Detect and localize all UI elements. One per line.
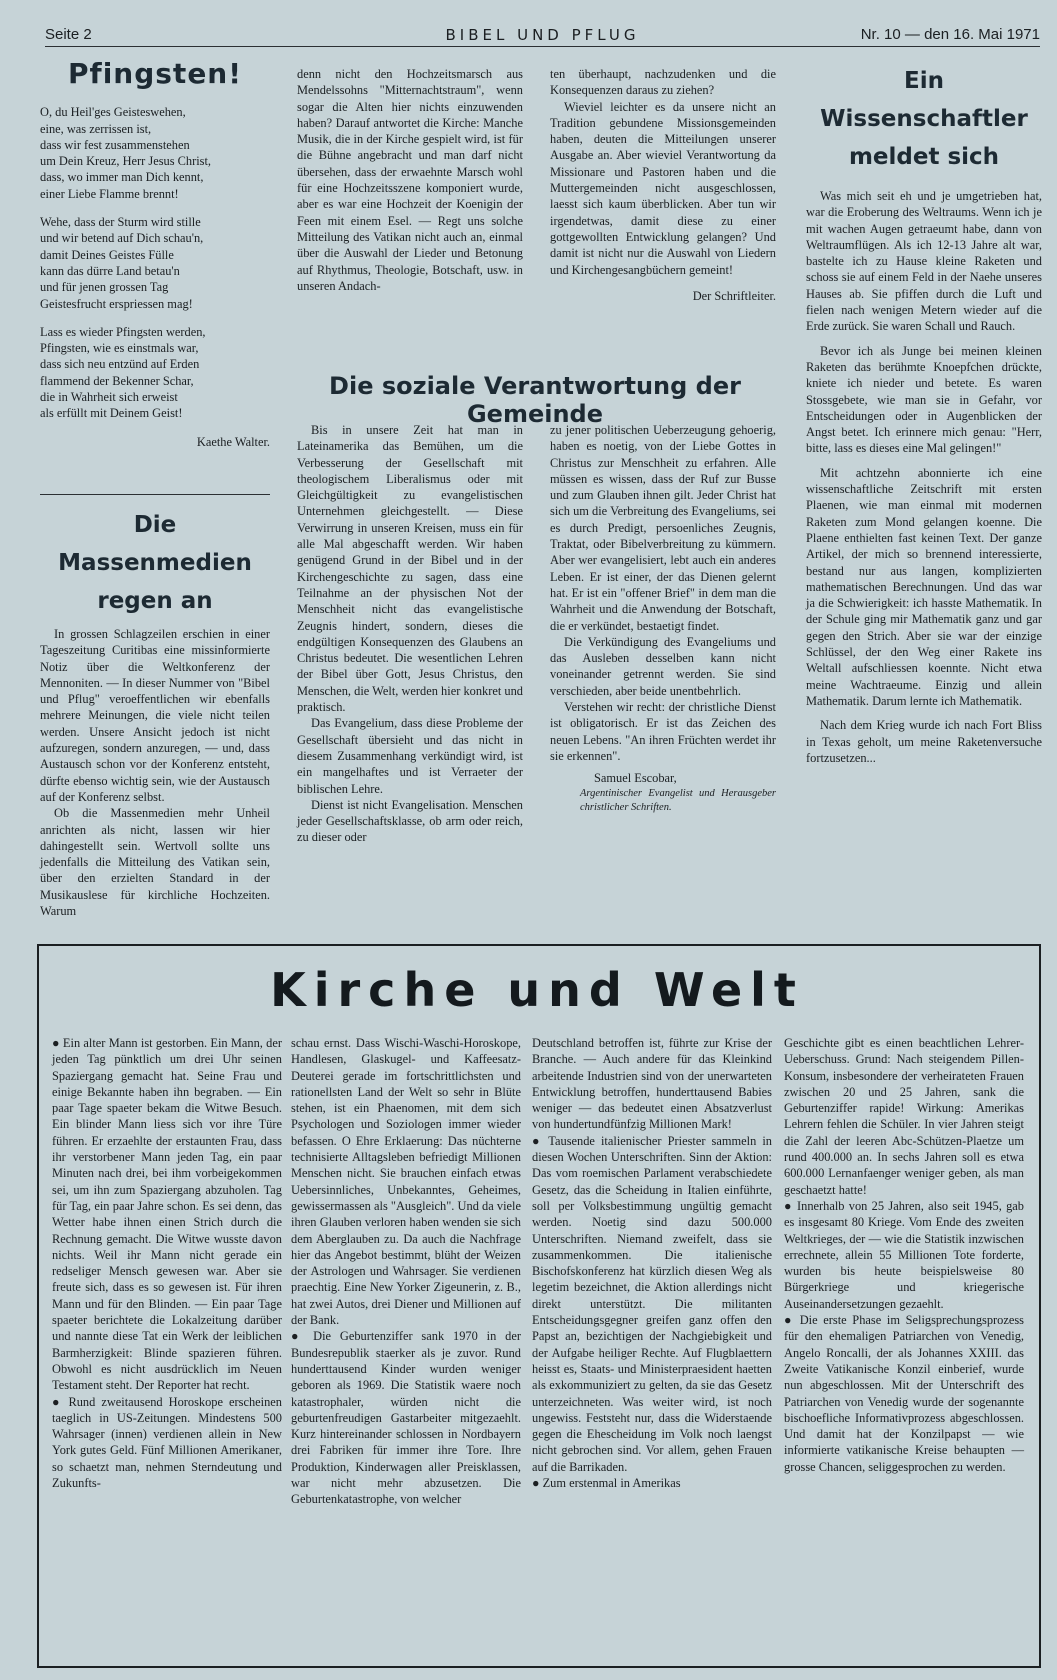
poem-line: um Dein Kreuz, Herr Jesus Christ,: [40, 154, 212, 169]
wissenschaftler-paragraph: Was mich seit eh und je umgetrieben hat, war die Eroberung des Weltraums. Wenn ich je mit wachen Augen getraeumt habe, dann von Weltraumflügen. Als ich 12-13 Jahre alt war, bastelte ich zu Hause kleine Raketen und schoss sie auf einem Feld in der Naehe unseres Hauses ab. Sie pfiffen durch die Luft und fielen nach wenigen Metern wieder auf die Erde zurück. Sie waren Schall und Rauch.: [806, 189, 1042, 334]
wissenschaftler-title-line2: meldet sich: [848, 144, 1000, 170]
issue-date: Nr. 10 — den 16. Mai 1971: [860, 26, 1040, 43]
wissenschaftler-title-line1: Ein Wissenschaftler: [820, 68, 1028, 132]
poem-line: Lass es wieder Pfingsten werden,: [40, 324, 206, 339]
soziale-paragraph: Die Verkündigung des Evangeliums und das Ausleben desselben kann nicht voneinander getrennt werden. Sie sind verschieden, aber beide unentbehrlich.: [550, 634, 776, 698]
pfingsten-poem: [40, 104, 270, 421]
soziale-title: Die soziale Verantwortung der Gemeinde: [329, 372, 741, 428]
soziale-paragraph: Dienst ist nicht Evangelisation. Menschen jeder Gesellschaftsklasse, ob arm oder reich, zu dieser oder: [297, 797, 523, 845]
kirche-column-4: [784, 1035, 1024, 1475]
massenmedien-title-line2: regen an: [97, 588, 213, 614]
pfingsten-title: Pfingsten!: [67, 57, 243, 90]
poem-line: Geistesfrucht erspriessen mag!: [40, 296, 193, 311]
poem-line: als erfüllt mit Deinem Geist!: [40, 406, 183, 421]
poem-line: die in Wahrheit sich erweist: [40, 390, 178, 405]
soziale-paragraph: Verstehen wir recht: der christliche Dienst ist obligatorisch. Er ist das Zeichen des neuen Lebens. "An ihren Früchten werdet ihr sie erkennen".: [550, 700, 776, 763]
poem-line: eine, was zerrissen ist,: [40, 121, 152, 136]
wissenschaftler-article: [806, 62, 1042, 766]
massenmedien-paragraph: In grossen Schlagzeilen erschien in einer Tageszeitung Curitibas eine missinformierte Notiz über die Weltkonferenz der Mennoniten. — In dieser Nummer von "Bibel und Pflug" veroeffentlichen wir ebenfalls mehrere Meinungen, die viele nicht teilen werden. Unsere Ansicht jedoch ist nicht aufzuregen, sondern anzuregen, — und, dass Austausch schon vor der Konferenz entsteht, dürfte ebenso wichtig sein, wie der Austausch auf der Konferenz selbst.: [40, 627, 270, 804]
kirche-item: Geschichte gibt es einen beachtlichen Lehrer-Ueberschuss. Grund: Nach steigendem Pillen-Konsum, insbesondere der verheirateten Frauen zwischen 20 und 25 Jahren, sank die Geburtenziffer rapide! Wirkung: Amerikas Lehrern fehlen die Schüler. In vier Jahren steigt die Zahl der leeren Abc-Schützen-Plaetze um rund 400.000 an. In sechs Jahren soll es etwa 600.000 Lernanfaenger weniger geben, als man geschaetzt hatte!: [784, 1036, 1024, 1197]
kirche-item: ● Rund zweitausend Horoskope erscheinen taeglich in US-Zeitungen. Mindestens 500 Wahrsager (innen) verdienen allein in New York gutes Geld. Fünf Millionen Amerikaner, so schaetzt man, nehmen Sterndeutung und Zukunfts-: [52, 1394, 282, 1491]
poem-line: und für jenen grossen Tag: [40, 280, 169, 295]
soziale-author: Samuel Escobar,: [594, 771, 677, 786]
poem-stanza: [40, 214, 270, 312]
wissenschaftler-title: [806, 62, 1042, 176]
soziale-paragraph: Das Evangelium, dass diese Probleme der Gesellschaft übersieht und das nicht in diesem Zusammenhang verkündigt wird, ist ein mangelhaftes und ist Verraeter der biblischen Lehre.: [297, 716, 523, 796]
wissenschaftler-paragraph: Nach dem Krieg wurde ich nach Fort Bliss in Texas geholt, um meine Raketenversuche fortzusetzen...: [806, 718, 1042, 765]
soziale-author-note: Argentinischer Evangelist und Herausgeber christlicher Schriften.: [580, 787, 776, 813]
massenmedien-cont-paragraph: denn nicht den Hochzeitsmarsch aus Mendelssohns "Mitternachtstraum", wenn sogar die Alten hier nichts einzuwenden haben? Darauf antwortet die Kirche: Manche Musik, die in der Kirche gespielt wird, ist für die Bühne angebracht und man darf nicht übersehen, dass der erwaehnte Marsch wohl für eine Hochzeitsszene komponiert wurde, aber es war eine Hochzeit der Koenigin der Feen mit einem Esel. — Regt uns solche Mitteilung des Vatikan nicht auch an, einmal über die Auswahl der Lieder und Betonung auf Rhythmus, Theologie, Botschaft, usw. in unseren Andach-: [297, 67, 523, 293]
kirche-item: schau ernst. Dass Wischi-Waschi-Horoskope, Handlesen, Glaskugel- und Kaffeesatz-Deuterei gerade im fortschrittlichsten und rationellsten Land der Welt so sehr in Blüte stehen, ist ein Phaenomen, mit dem sich Psychologen und Soziologen immer wieder befassen. O Ehre Erklaerung: Das nüchterne technisierte Alltagsleben befriedigt Millionen Menschen nicht. Sie brauchen einfach etwas Uebersinnliches, Unbekanntes, Geheimes, gewissermassen als "Ausgleich". Und da viele ihren Glauben verloren haben wenden sie sich dem Aberglauben zu. Da auch die Nachfrage hier das Angebot bestimmt, blüht der Weizen der Astrologen und Wahrsager. Sie verdienen praechtig. Eine New Yorker Zigeunerin, z. B., hat zwei Autos, drei Diener und Millionen auf der Bank.: [291, 1036, 521, 1328]
massenmedien-article: [40, 506, 270, 919]
soziale-paragraph: zu jener politischen Ueberzeugung gehoerig, haben es noetig, von der Liebe Gottes in Christus zur Menschheit zu erfahren. Alle müssen es wissen, dass der Ruf zur Busse und zum Glauben ihnen gilt. Jeder Christ hat sich um die Verbreitung des Evangeliums, sei es durch Predigt, persoenliches Zeugnis, Traktat, oder Bibelverbreitung zu kümmern. Aber wer evangelisiert, lebt auch ein anderes Leben. Er ist einer, der das Dienen gelernt hat. Er ist ein "offener Brief" in dem man die Wahrheit und die Anwendung der Botschaft, die er verkündet, bestaetigt findet.: [550, 423, 776, 633]
kirche-item: ● Tausende italienischer Priester sammeln in diesen Wochen Unterschriften. Sinn der Aktion: Das vom roemischen Parlament verabschiedete Gesetz, das die Scheidung in Italien einführte, soll per Volksbestimmung ungültig gemacht werden. Noetig sind dazu 500.000 Unterschriften. Niemand zweifelt, dass sie zusammenkommen. Die italienische Bischofskonferenz hat kürzlich diesen Weg als legetim bezeichnet, die Aktion allerdings nicht direkt unterstützt. Die militanten Entscheidungsgegner greifen ganz offen den Papst an, bezichtigen der Nachgiebigkeit und der Aufgabe heiliger Rechte. Auf Flugblaettern heisst es, Staats- und Ministerpraesident haetten als exkommuniziert zu gelten, da sie das Gesetz unterzeichneten. Was weiter wird, ist noch ungewiss. Feststeht nur, dass die Widerstaende gegen die Ehescheidung im Volk noch laengst nicht gebrochen sind. Vor allem, gehen Frauen auf die Barrikaden.: [532, 1133, 772, 1474]
kirche-item: ● Innerhalb von 25 Jahren, also seit 1945, gab es insgesamt 80 Kriege. Vom Ende des zweiten Weltkrieges, der — wie die Statistik inzwischen errechnete, allein 55 Millionen Tote forderte, wurden bis heute beispielsweise 80 Bürgerkriege und kriegerische Auseinandersetzungen gezaehlt.: [784, 1198, 1024, 1311]
poem-line: kann das dürre Land betau'n: [40, 263, 180, 278]
soziale-paragraph: Bis in unsere Zeit hat man in Lateinamerika das Bemühen, um die Verbesserung der Gesellschaft mit theologischem Liberalismus oder mit Gleichgültigkeit zu evangelistischen Unternehmen gleichgestellt. — Diese Verwirrung in unseren Kreisen, muss ein für alle Mal abgeschafft werden. Wir haben genügend Grund in der Bibel und in der Kirchengeschichte zu sagen, dass eine Teilnahme an der physischen Not der Menschheit nicht das evangelistische Zeugnis hindert, sondern, dieses die endgültigen Konsequenzen des Glaubens an Christus bedeutet. Die wesentlichen Lehren der Bibel über Gott, Jesus Christus, den Menschen, die Welt, werden hier konkret und praktisch.: [297, 423, 523, 715]
kirche-item: ● Die Geburtenziffer sank 1970 in der Bundesrepublik staerker als je zuvor. Rund hunderttausend Kinder wurden weniger geboren als 1969. Die Statistik waere noch katastrophaler, würden nicht die geburtenfreudigen Gastarbeiter mitgezaehlt. Kurz hintereinander schlossen in Nordbayern drei Fabriken für immer ihre Tore. Ihre Produktion, Kinderwagen aller Preisklassen, war nicht mehr abzusetzen. Die Geburtenkatastrophe, von welcher: [291, 1329, 521, 1507]
poem-line: Wehe, dass der Sturm wird stille: [40, 215, 201, 230]
poem-line: O, du Heil'ges Geisteswehen,: [40, 105, 186, 120]
poem-stanza: [40, 104, 270, 202]
wissenschaftler-paragraph: Bevor ich als Junge bei meinen kleinen Raketen das berühmte Knoepfchen drückte, kniete ich nieder und betete. Es waren Stossgebete, wie man sie in Gefahr, vor Entscheidungen oder in Augenblicken der Angst betet. Ich erinnere mich genau: "Herr, bitte, lass es dieses eine Mal gelingen!": [806, 343, 1042, 456]
page-number: Seite 2: [45, 26, 92, 43]
massenmedien-cont2-paragraph: Wieviel leichter es da unsere nicht an Tradition gebundene Missionsgemeinden haben, deuten die Mitteilungen unserer Ausgabe an. Aber wieviel Verantwortung da Missionare und Pastoren haben und die Muttergemeinden nicht ausgeschlossen, laesst sich kaum überblicken. Aber tun wir irgendetwas, damit diese zu einer gottgewollten Entwicklung gelangen? Und damit ist nicht nur die Auswahl von Liedern und Kirchengesangbüchern gemeint!: [550, 99, 776, 277]
kirche-column-1: [52, 1035, 282, 1491]
massenmedien-continued: [297, 66, 523, 294]
masthead: BIBEL UND PFLUG: [445, 26, 640, 44]
pfingsten-author: Kaethe Walter.: [196, 434, 270, 449]
massenmedien-title: [40, 506, 270, 620]
pfingsten-article: [40, 57, 270, 450]
wissenschaftler-paragraph: Mit achtzehn abonnierte ich eine wissenschaftliche Zeitschrift mit ersten Plaenen, wie man einmal mit modernen Raketen zum Mond gelangen koenne. Die Plaene enthielten fast keinen Text. Der ganze Artikel, der mich so brennend interessierte, bestand nur aus langen, komplizierten mathematischen Berechnungen. Und das war ja die Schwierigkeit: ich hasste Mathematik. In der Schule ging mir Mathematik ganz und gar gegen den Strich. Aber sie war der einzige Schlüssel, der den Weg einer Rakete ins Weltall aufschliessen koennte. Nicht etwa meine Wachtraeume. Einzig und allein Mathematik. Darum lernte ich Mathematik.: [806, 465, 1042, 708]
poem-line: und wir betend auf Dich schau'n,: [40, 231, 204, 246]
soziale-column-2: [550, 422, 776, 815]
poem-line: einer Liebe Flamme brennt!: [40, 186, 179, 201]
poem-line: Pfingsten, wie es einstmals war,: [40, 341, 199, 356]
schriftleiter-signature: Der Schriftleiter.: [692, 288, 776, 303]
massenmedien-paragraph: Ob die Massenmedien mehr Unheil anrichten als nicht, lassen wir hier dahingestellt sein. Wertvoll sollte uns jedenfalls die Mitteilung des Vatikan sein, über den erzielten Standard in der Musikauslese für kirchliche Hochzeiten. Warum: [40, 806, 270, 919]
kirche-column-3: [532, 1035, 772, 1491]
massenmedien-cont2-paragraph: ten überhaupt, nachzudenken und die Konsequenzen daraus zu ziehen?: [550, 67, 776, 98]
kirche-item: ● Die erste Phase im Seligsprechungsprozess für den ehemaligen Patriarchen von Venedig, Angelo Roncalli, der als Johannes XXIII. das Zweite Vatikanische Konzil einberief, wurde nun abgeschlossen. Mit der Unterschrift des Patriarchen von Venedig wurde der sogenannte bischoefliche Informativprozess abgeschlossen. Und damit hat der Konzilpapst — wie informierte vatikanische Kreise behaupten — grosse Chancen, seliggesprochen zu werden.: [784, 1313, 1024, 1474]
massenmedien-continued-2: [550, 66, 776, 304]
poem-stanza: [40, 324, 270, 422]
kirche-und-welt-title: Kirche und Welt: [270, 963, 804, 1017]
kirche-column-2: [291, 1035, 521, 1508]
poem-line: dass, wo immer man Dich kennt,: [40, 170, 204, 185]
kirche-item: Deutschland betroffen ist, führte zur Krise der Branche. — Auch andere für das Kleinkind arbeitende Industrien sind von der unerwarteten Entwicklung betroffen, hunderttausend Babies weniger — das bedeutet einen Absatzverlust von hundertundfünfzig Millionen Mark!: [532, 1036, 772, 1132]
poem-line: dass wir fest zusammenstehen: [40, 137, 190, 152]
massenmedien-title-line1: Die Massenmedien: [58, 512, 252, 576]
poem-line: flammend der Bekenner Schar,: [40, 373, 194, 388]
header-rule: [45, 46, 1040, 47]
soziale-column-1: [297, 422, 523, 846]
poem-line: dass sich neu entzünd auf Erden: [40, 357, 200, 372]
kirche-item: ● Ein alter Mann ist gestorben. Ein Mann, der jeden Tag pünktlich um drei Uhr seinen Spaziergang gemacht hat. Seine Frau und einige Bekannte haben ihn begraben. — Ein paar Tage spaeter bekam die Witwe Besuch. Ein blinder Mann liess sich vor ihre Türe führen. Er erzaehlte der erstaunten Frau, dass ihr verstorbener Mann jeden Tag, ein paar Minuten nach drei, bei ihm vorbeigekommen sei, um ihn zum Spaziergang abzuholen. Tag für Tag, ein paar Jahre schon. Es sei denn, das Wetter habe ihnen einen Strich durch die Rechnung gemacht. Die Witwe wusste davon nichts. Weil ihr Mann nicht gerade ein redseliger Mensch gewesen war. Aber sie freute sich, dass es so gewesen ist. Für ihren Mann und für den Blinden. — Ein paar Tage spaeter berichtete die Lokalzeitung darüber und nannte diese Tat ein Werk der leiblichen Barmherzigkeit: Blinde spazieren führen. Obwohl es nicht ausdrücklich im Neuen Testament steht. Der Reporter hat recht.: [52, 1036, 282, 1393]
column-rule: [40, 494, 270, 495]
poem-line: damit Deines Geistes Fülle: [40, 247, 174, 262]
kirche-item: ● Zum erstenmal in Amerikas: [532, 1476, 681, 1491]
